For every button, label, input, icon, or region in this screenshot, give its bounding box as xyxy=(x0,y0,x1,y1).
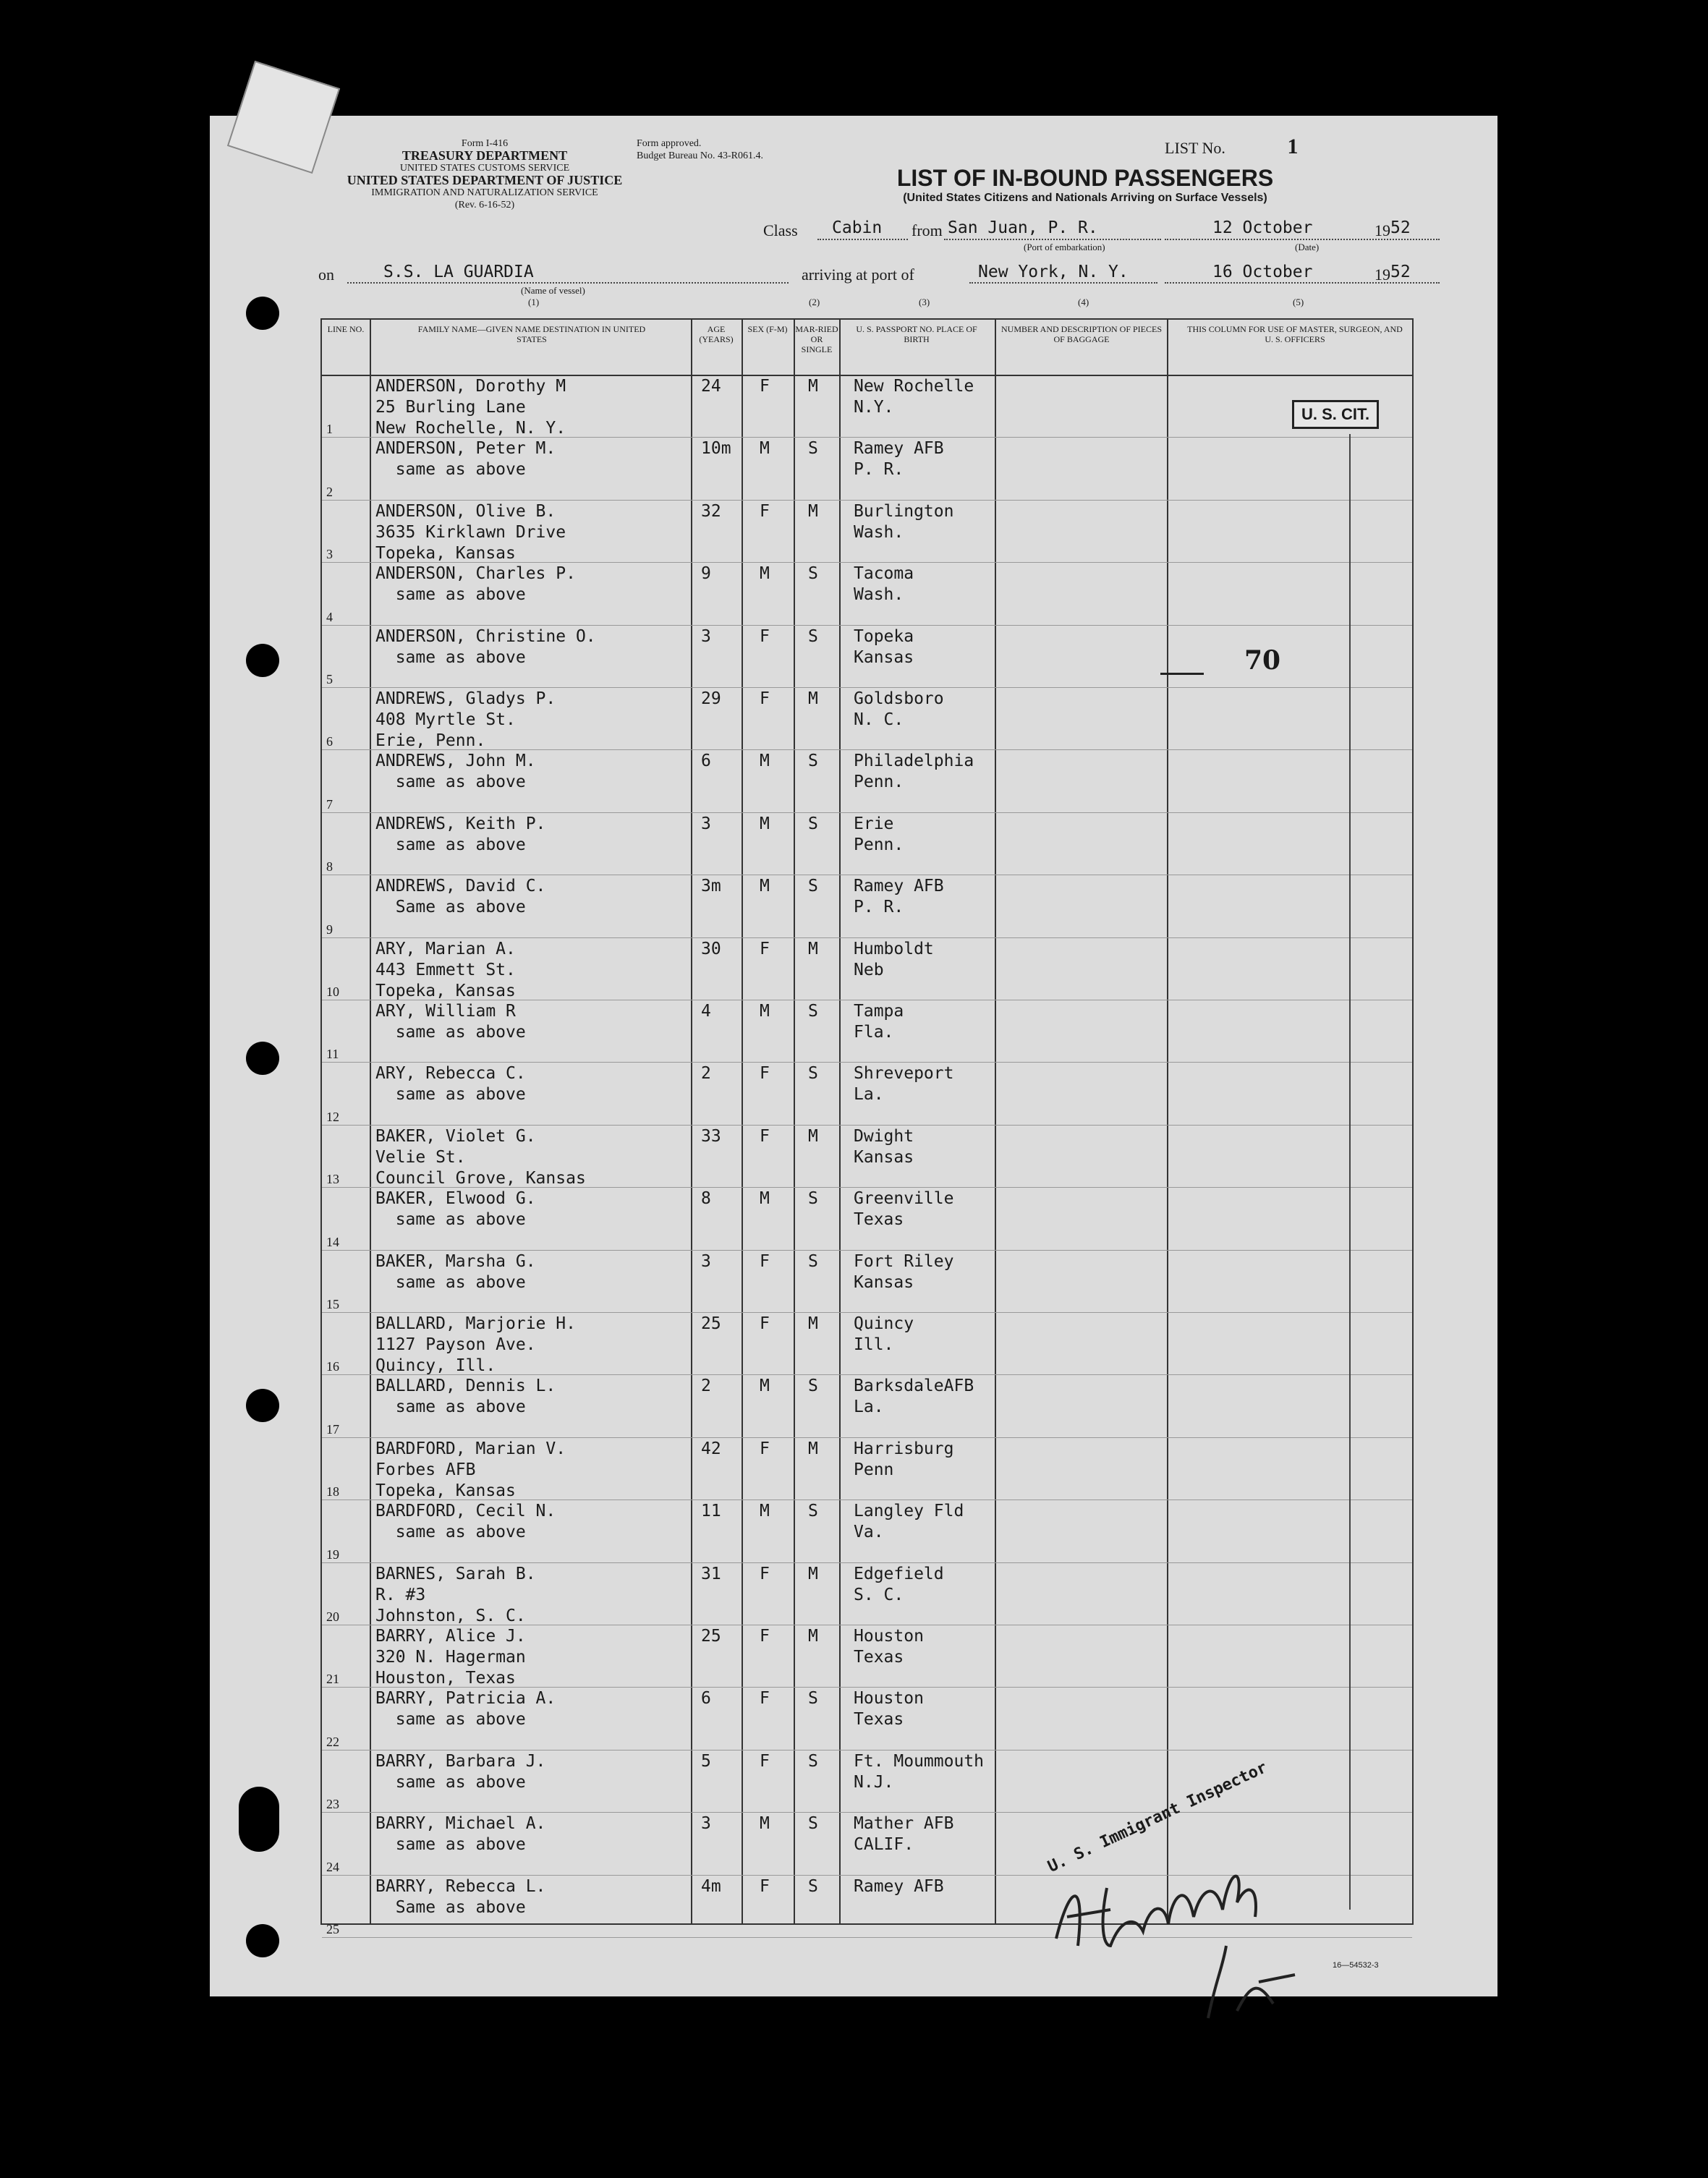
passenger-name: ANDREWS, Gladys P. 408 Myrtle St. Erie, Penn. xyxy=(375,689,556,750)
table-row xyxy=(322,1562,1412,1625)
passenger-marital: S xyxy=(808,814,818,833)
passenger-marital: M xyxy=(808,1564,818,1583)
passenger-birthplace: Dwight Kansas xyxy=(854,1126,914,1167)
line-number: 13 xyxy=(326,1172,339,1187)
passenger-marital: M xyxy=(808,939,818,958)
line-number: 2 xyxy=(326,484,333,499)
passenger-birthplace: Philadelphia Penn. xyxy=(854,752,974,792)
line-number: 16 xyxy=(326,1359,339,1374)
passenger-birthplace: Ramey AFB P. R. xyxy=(854,439,944,480)
passenger-sex: F xyxy=(760,1126,770,1146)
passenger-marital: S xyxy=(808,1002,818,1021)
arrival-year-prefix: 19 xyxy=(1375,265,1390,284)
table-row xyxy=(322,875,1412,937)
line-number: 5 xyxy=(326,671,333,686)
form-approved: Form approved. xyxy=(637,138,702,149)
embark-year-prefix: 19 xyxy=(1375,221,1390,239)
date-underline xyxy=(1165,239,1440,240)
col-cap-5: (5) xyxy=(1293,297,1304,307)
header-name: FAMILY NAME—GIVEN NAME DESTINATION IN UNITED STATES xyxy=(417,324,646,344)
passenger-birthplace: Ramey AFB xyxy=(854,1876,944,1896)
passenger-age: 3 xyxy=(701,1814,711,1834)
line-number: 25 xyxy=(326,1921,339,1936)
header-line: LINE NO. xyxy=(327,324,365,334)
passenger-sex: F xyxy=(760,689,770,708)
line-number: 14 xyxy=(326,1234,339,1249)
passenger-name: BAKER, Elwood G. same as above xyxy=(375,1189,536,1230)
passenger-sex: F xyxy=(760,1876,770,1896)
line-number: 10 xyxy=(326,984,339,999)
passenger-marital: S xyxy=(808,1189,818,1209)
passenger-sex: F xyxy=(760,626,770,646)
form-footer: 16—54532-3 xyxy=(1333,1961,1379,1970)
passenger-age: 6 xyxy=(701,752,711,771)
passenger-marital: S xyxy=(808,1689,818,1709)
passenger-birthplace: Langley Fld Va. xyxy=(854,1502,964,1542)
passenger-age: 6 xyxy=(701,1689,711,1709)
passenger-marital: M xyxy=(808,1126,818,1146)
line-number: 24 xyxy=(326,1859,339,1874)
vessel-name: S.S. LA GUARDIA xyxy=(383,263,534,281)
passenger-age: 25 xyxy=(701,1627,721,1646)
table-row xyxy=(322,812,1412,875)
table-row xyxy=(322,1499,1412,1562)
date-caption: (Date) xyxy=(1295,242,1320,252)
treasury-dept: TREASURY DEPARTMENT xyxy=(401,148,568,163)
line-number: 3 xyxy=(326,547,333,562)
passenger-name: ANDREWS, John M. same as above xyxy=(375,752,536,792)
passenger-birthplace: Houston Texas xyxy=(854,1689,924,1730)
table-row xyxy=(322,437,1412,500)
line-number: 12 xyxy=(326,1109,339,1124)
header-age: AGE (YEARS) xyxy=(699,324,734,344)
passenger-sex: M xyxy=(760,564,770,584)
passenger-name: BARRY, Rebecca L. Same as above xyxy=(375,1876,546,1917)
table-row xyxy=(322,1625,1412,1688)
passenger-sex: M xyxy=(760,1502,770,1521)
line-number: 7 xyxy=(326,796,333,812)
passenger-name: ANDERSON, Dorothy M 25 Burling Lane New Rochelle, N. Y. xyxy=(375,377,566,438)
ins-service: IMMIGRATION AND NATURALIZATION SERVICE xyxy=(371,187,598,198)
passenger-marital: S xyxy=(808,752,818,771)
passenger-age: 8 xyxy=(701,1189,711,1209)
passenger-sex: M xyxy=(760,1189,770,1209)
header-passport: U. S. PASSPORT NO. PLACE OF BIRTH xyxy=(856,324,977,344)
passenger-marital: M xyxy=(808,377,818,396)
passenger-name: ARY, Rebecca C. same as above xyxy=(375,1064,526,1105)
arrival-port: New York, N. Y. xyxy=(978,263,1129,281)
arriving-label: arriving at port of xyxy=(802,265,914,284)
embark-year: 52 xyxy=(1390,218,1411,237)
passenger-age: 42 xyxy=(701,1439,721,1458)
table-row xyxy=(322,937,1412,1000)
passenger-age: 9 xyxy=(701,564,711,584)
passenger-age: 3 xyxy=(701,1251,711,1271)
agency-header xyxy=(318,137,651,211)
passenger-name: BARNES, Sarah B. R. #3 Johnston, S. C. xyxy=(375,1564,536,1625)
line-number: 6 xyxy=(326,734,333,749)
passenger-sex: F xyxy=(760,1689,770,1709)
passenger-birthplace: Fort Riley Kansas xyxy=(854,1251,954,1292)
table-row xyxy=(322,500,1412,563)
passenger-birthplace: Goldsboro N. C. xyxy=(854,689,944,729)
passenger-sex: F xyxy=(760,1627,770,1646)
punch-hole xyxy=(246,1389,279,1422)
class-label: Class xyxy=(763,221,798,239)
passenger-marital: S xyxy=(808,1751,818,1771)
passenger-marital: M xyxy=(808,501,818,521)
passenger-sex: M xyxy=(760,752,770,771)
vessel-underline xyxy=(347,282,789,284)
passenger-birthplace: Houston Texas xyxy=(854,1627,924,1667)
line-number: 1 xyxy=(326,422,333,437)
passenger-name: BALLARD, Dennis L. same as above xyxy=(375,1377,556,1417)
punch-hole xyxy=(239,1787,279,1852)
budget-bureau: Budget Bureau No. 43-R061.4. xyxy=(637,150,763,161)
passenger-sex: F xyxy=(760,1751,770,1771)
passenger-age: 33 xyxy=(701,1126,721,1146)
passenger-birthplace: Ramey AFB P. R. xyxy=(854,877,944,917)
passenger-name: BAKER, Violet G. Velie St. Council Grove, Kansas xyxy=(375,1126,586,1188)
passenger-age: 29 xyxy=(701,689,721,708)
passenger-name: BARDFORD, Marian V. Forbes AFB Topeka, Kansas xyxy=(375,1439,566,1500)
table-row xyxy=(322,1062,1412,1125)
passenger-sex: M xyxy=(760,1002,770,1021)
passenger-sex: M xyxy=(760,1377,770,1396)
on-label: on xyxy=(318,265,334,284)
col-cap-3: (3) xyxy=(919,297,930,307)
line-number: 15 xyxy=(326,1296,339,1311)
passenger-name: BARRY, Barbara J. same as above xyxy=(375,1751,546,1792)
punch-hole xyxy=(246,644,279,677)
punch-hole xyxy=(246,297,279,330)
passenger-name: ANDERSON, Peter M. same as above xyxy=(375,439,556,480)
passenger-marital: M xyxy=(808,689,818,708)
embark-date: 12 October xyxy=(1212,218,1313,237)
passenger-birthplace: Harrisburg Penn xyxy=(854,1439,954,1479)
passenger-table xyxy=(320,318,1414,1936)
inspector-title: U. S. Immigrant Inspector xyxy=(1045,1758,1270,1876)
passenger-marital: S xyxy=(808,439,818,459)
passenger-sex: F xyxy=(760,939,770,958)
passenger-count: 70 xyxy=(1244,645,1281,676)
passenger-marital: S xyxy=(808,1377,818,1396)
punch-hole xyxy=(246,1924,279,1957)
customs-service: UNITED STATES CUSTOMS SERVICE xyxy=(399,163,570,174)
passenger-sex: F xyxy=(760,1314,770,1333)
line-number: 18 xyxy=(326,1484,339,1499)
passenger-sex: F xyxy=(760,1439,770,1458)
passenger-sex: F xyxy=(760,1564,770,1583)
from-underline xyxy=(944,239,1161,240)
line-number: 9 xyxy=(326,922,333,937)
from-value: San Juan, P. R. xyxy=(948,218,1098,237)
passenger-sex: M xyxy=(760,1814,770,1834)
list-no-value: 1 xyxy=(1287,135,1299,158)
list-no-label: LIST No. xyxy=(1165,139,1225,157)
embark-caption: (Port of embarkation) xyxy=(1024,242,1105,252)
class-value: Cabin xyxy=(832,218,883,237)
header-officers: THIS COLUMN FOR USE OF MASTER, SURGEON, AND U. S. OFFICERS xyxy=(1187,324,1403,344)
passenger-name: BARRY, Alice J. 320 N. Hagerman Houston, Texas xyxy=(375,1627,526,1688)
passenger-birthplace: Ft. Moummouth N.J. xyxy=(854,1751,985,1792)
passenger-birthplace: Humboldt Neb xyxy=(854,939,934,979)
passenger-age: 3m xyxy=(701,877,721,896)
line-number: 20 xyxy=(326,1609,339,1624)
arrival-year: 52 xyxy=(1390,263,1411,281)
passenger-birthplace: Mather AFB CALIF. xyxy=(854,1814,954,1855)
passenger-marital: S xyxy=(808,1876,818,1896)
passenger-name: ANDREWS, David C. Same as above xyxy=(375,877,546,917)
passenger-birthplace: Edgefield S. C. xyxy=(854,1564,944,1604)
line-number: 23 xyxy=(326,1797,339,1812)
col-cap-4: (4) xyxy=(1078,297,1089,307)
passenger-birthplace: Quincy Ill. xyxy=(854,1314,914,1354)
passenger-name: ANDERSON, Olive B. 3635 Kirklawn Drive Topeka, Kansas xyxy=(375,501,566,563)
table-row xyxy=(322,375,1412,438)
line-number: 19 xyxy=(326,1547,339,1562)
title-text: LIST OF IN-BOUND PASSENGERS xyxy=(896,165,1274,191)
stamp-line xyxy=(1349,434,1351,1910)
passenger-name: BARDFORD, Cecil N. same as above xyxy=(375,1502,556,1542)
table-row xyxy=(322,749,1412,812)
passenger-name: ANDERSON, Christine O. same as above xyxy=(375,626,596,667)
table-row xyxy=(322,687,1412,750)
passenger-name: ANDREWS, Keith P. same as above xyxy=(375,814,546,854)
line-number: 4 xyxy=(326,609,333,624)
passenger-sex: F xyxy=(760,1064,770,1084)
passenger-marital: M xyxy=(808,1314,818,1333)
passenger-age: 3 xyxy=(701,626,711,646)
punch-hole xyxy=(246,1042,279,1075)
passenger-sex: F xyxy=(760,1251,770,1271)
table-header xyxy=(322,320,1412,376)
vessel-caption: (Name of vessel) xyxy=(521,285,585,296)
from-label: from xyxy=(912,221,943,239)
header-married: MAR-RIED OR SINGLE xyxy=(795,324,838,354)
passenger-sex: M xyxy=(760,814,770,833)
justice-dept: UNITED STATES DEPARTMENT OF JUSTICE xyxy=(347,173,623,187)
table-row xyxy=(322,1437,1412,1500)
passenger-birthplace: Shreveport La. xyxy=(854,1064,954,1105)
line-number: 17 xyxy=(326,1421,339,1437)
revision: (Rev. 6-16-52) xyxy=(454,200,515,210)
passenger-age: 2 xyxy=(701,1377,711,1396)
passenger-birthplace: Erie Penn. xyxy=(854,814,904,854)
passenger-name: BARRY, Patricia A. same as above xyxy=(375,1689,556,1730)
subtitle-text: (United States Citizens and Nationals Arriving on Surface Vessels) xyxy=(903,192,1267,204)
passenger-birthplace: New Rochelle N.Y. xyxy=(854,377,974,417)
passenger-age: 3 xyxy=(701,814,711,833)
passenger-marital: M xyxy=(808,1627,818,1646)
passenger-sex: F xyxy=(760,377,770,396)
passenger-name: BAKER, Marsha G. same as above xyxy=(375,1251,536,1292)
line-number: 8 xyxy=(326,859,333,875)
passenger-marital: S xyxy=(808,564,818,584)
table-row xyxy=(322,1687,1412,1750)
port-underline xyxy=(969,282,1157,284)
us-citizen-stamp: U. S. CIT. xyxy=(1292,400,1379,429)
line-number: 11 xyxy=(326,1047,339,1062)
table-row xyxy=(322,562,1412,625)
passenger-age: 10m xyxy=(701,439,731,459)
passenger-birthplace: Tacoma Wash. xyxy=(854,564,914,605)
passenger-age: 5 xyxy=(701,1751,711,1771)
passenger-name: ARY, Marian A. 443 Emmett St. Topeka, Kansas xyxy=(375,939,516,1000)
form-number: Form I-416 xyxy=(461,138,509,149)
passenger-sex: M xyxy=(760,877,770,896)
header-sex: SEX (F-M) xyxy=(747,324,788,334)
passenger-age: 11 xyxy=(701,1502,721,1521)
count-dash xyxy=(1160,673,1204,675)
passenger-marital: S xyxy=(808,1251,818,1271)
col-cap-2: (2) xyxy=(809,297,820,307)
approval-note xyxy=(637,137,763,162)
inspector-signature xyxy=(1042,1837,1317,2025)
passenger-marital: S xyxy=(808,626,818,646)
passenger-birthplace: Greenville Texas xyxy=(854,1189,954,1230)
arrival-underline xyxy=(1165,282,1440,284)
table-row xyxy=(322,1312,1412,1375)
table-row xyxy=(322,1125,1412,1188)
table-row xyxy=(322,1187,1412,1250)
passenger-age: 32 xyxy=(701,501,721,521)
passenger-age: 4 xyxy=(701,1002,711,1021)
passenger-name: BALLARD, Marjorie H. 1127 Payson Ave. Quincy, Ill. xyxy=(375,1314,576,1375)
col-cap-1: (1) xyxy=(528,297,540,307)
table-row xyxy=(322,1250,1412,1313)
passenger-marital: S xyxy=(808,877,818,896)
passenger-birthplace: Burlington Wash. xyxy=(854,501,954,542)
passenger-marital: S xyxy=(808,1502,818,1521)
form-title xyxy=(868,165,1302,205)
passenger-age: 4m xyxy=(701,1876,721,1896)
passenger-sex: M xyxy=(760,439,770,459)
passenger-sex: F xyxy=(760,501,770,521)
table-row xyxy=(322,1374,1412,1437)
passenger-name: ANDERSON, Charles P. same as above xyxy=(375,564,576,605)
passenger-name: ARY, William R same as above xyxy=(375,1002,526,1042)
passenger-age: 24 xyxy=(701,377,721,396)
passenger-birthplace: Topeka Kansas xyxy=(854,626,914,667)
passenger-birthplace: BarksdaleAFB La. xyxy=(854,1377,974,1417)
passenger-name: BARRY, Michael A. same as above xyxy=(375,1814,546,1855)
passenger-birthplace: Tampa Fla. xyxy=(854,1002,904,1042)
header-baggage: NUMBER AND DESCRIPTION OF PIECES OF BAGGAGE xyxy=(1000,324,1163,344)
line-number: 21 xyxy=(326,1672,339,1687)
list-number xyxy=(1165,135,1298,159)
passenger-age: 30 xyxy=(701,939,721,958)
passenger-marital: S xyxy=(808,1064,818,1084)
passenger-age: 2 xyxy=(701,1064,711,1084)
line-number: 22 xyxy=(326,1734,339,1749)
passenger-age: 31 xyxy=(701,1564,721,1583)
class-underline xyxy=(817,239,908,240)
passenger-marital: M xyxy=(808,1439,818,1458)
passenger-marital: S xyxy=(808,1814,818,1834)
table-row xyxy=(322,1000,1412,1063)
arrival-date: 16 October xyxy=(1212,263,1313,281)
passenger-age: 25 xyxy=(701,1314,721,1333)
